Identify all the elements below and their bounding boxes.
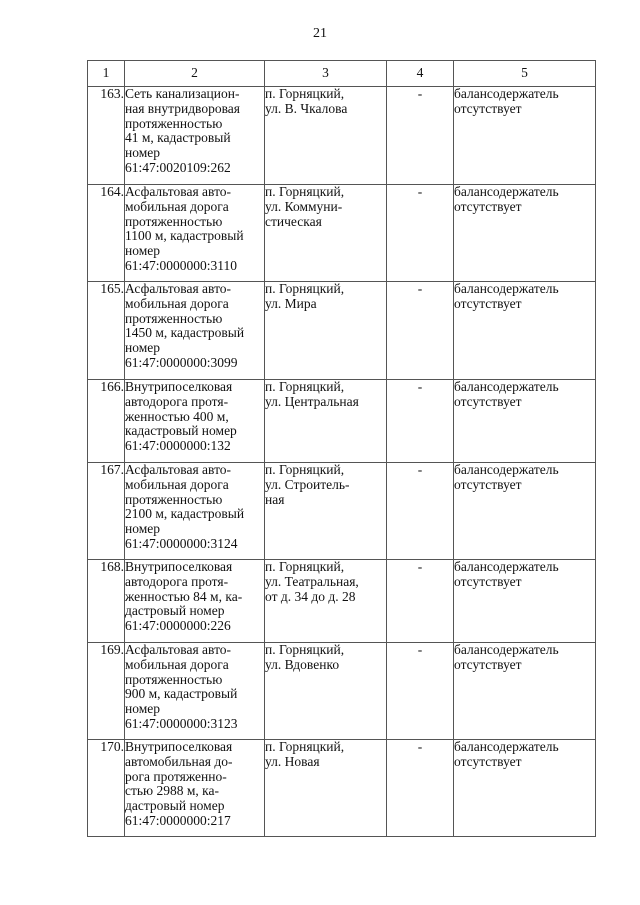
object-name-cell — [125, 643, 265, 740]
owner-line: балансодержатель — [454, 559, 559, 574]
table-row — [88, 185, 596, 282]
object-name-line: дастровый номер — [125, 603, 225, 619]
owner-line: балансодержатель — [454, 462, 559, 477]
owner-line: отсутствует — [454, 198, 522, 214]
row-number: 167. — [88, 463, 125, 560]
object-name-line: протяженностью — [125, 213, 223, 229]
address-line: п. Горняцкий, — [265, 642, 345, 657]
object-name-line: протяженностью — [125, 115, 223, 131]
address-line: от д. 34 до д. 28 — [265, 588, 356, 604]
address-line: ул. Центральная — [265, 393, 359, 409]
column-4-cell: - — [387, 643, 454, 740]
address-line: ул. Новая — [265, 753, 320, 769]
header-cell-4: 4 — [387, 61, 454, 87]
address-line: п. Горняцкий, — [265, 184, 345, 199]
object-name-line: автодорога протя- — [125, 393, 229, 409]
address-line: ул. Мира — [265, 295, 317, 311]
object-name-cell — [125, 282, 265, 380]
object-name-line: Асфальтовая авто- — [125, 184, 232, 199]
address-cell — [265, 282, 387, 380]
object-name-line: номер — [125, 243, 161, 259]
object-name-line: номер — [125, 521, 161, 537]
object-name-line: мобильная дорога — [125, 295, 229, 311]
header-cell-3: 3 — [265, 61, 387, 87]
address-line: ул. Театральная, — [265, 573, 359, 589]
object-name-line: 61:47:0000000:226 — [125, 618, 231, 634]
owner-line: отсутствует — [454, 476, 522, 492]
owner-line: отсутствует — [454, 656, 522, 672]
object-name-line: дастровый номер — [125, 798, 225, 814]
owner-line: отсутствует — [454, 100, 522, 116]
table-row — [88, 87, 596, 185]
owner-cell — [454, 740, 596, 837]
object-name-line: 61:47:0000000:132 — [125, 438, 231, 454]
table-row — [88, 463, 596, 560]
object-name-line: Внутрипоселковая — [125, 559, 233, 574]
address-line: ул. Коммуни- — [265, 198, 343, 214]
header-cell-5: 5 — [454, 61, 596, 87]
row-number: 166. — [88, 380, 125, 463]
owner-line: балансодержатель — [454, 281, 559, 296]
object-name-cell — [125, 560, 265, 643]
column-4-cell: - — [387, 185, 454, 282]
object-name-line: мобильная дорога — [125, 476, 229, 492]
owner-cell — [454, 380, 596, 463]
address-cell — [265, 463, 387, 560]
object-name-line: 1450 м, кадастровый — [125, 325, 245, 341]
object-name-line: автомобильная до- — [125, 753, 233, 769]
column-4-cell: - — [387, 87, 454, 185]
object-name-line: Асфальтовая авто- — [125, 462, 232, 477]
object-name-line: Асфальтовая авто- — [125, 642, 232, 657]
column-4-cell: - — [387, 282, 454, 380]
address-cell — [265, 643, 387, 740]
column-4-cell: - — [387, 560, 454, 643]
row-number: 165. — [88, 282, 125, 380]
header-cell-1: 1 — [88, 61, 125, 87]
address-line: ул. В. Чкалова — [265, 100, 348, 116]
owner-line: балансодержатель — [454, 739, 559, 754]
header-cell-2: 2 — [125, 61, 265, 87]
owner-line: балансодержатель — [454, 184, 559, 199]
table-row — [88, 380, 596, 463]
object-name-line: мобильная дорога — [125, 198, 229, 214]
object-name-line: 61:47:0020109:262 — [125, 159, 231, 175]
object-name-line: 61:47:0000000:3099 — [125, 354, 238, 370]
owner-cell — [454, 282, 596, 380]
object-name-cell — [125, 185, 265, 282]
address-cell — [265, 185, 387, 282]
row-number: 168. — [88, 560, 125, 643]
object-name-line: 900 м, кадастровый — [125, 686, 238, 702]
row-number: 163. — [88, 87, 125, 185]
owner-cell — [454, 560, 596, 643]
address-line: п. Горняцкий, — [265, 739, 345, 754]
owner-cell — [454, 185, 596, 282]
table-row — [88, 560, 596, 643]
page-number: 21 — [313, 26, 327, 41]
object-name-cell — [125, 87, 265, 185]
object-name-line: Сеть канализацион- — [125, 86, 240, 101]
object-name-line: ная внутридворовая — [125, 100, 240, 116]
owner-cell — [454, 463, 596, 560]
object-name-line: 61:47:0000000:3123 — [125, 715, 238, 731]
object-name-line: протяженностью — [125, 310, 223, 326]
object-name-cell — [125, 380, 265, 463]
table-body — [88, 87, 596, 837]
address-cell — [265, 740, 387, 837]
object-name-line: Внутрипоселковая — [125, 739, 233, 754]
object-name-line: кадастровый номер — [125, 423, 237, 439]
object-name-line: Внутрипоселковая — [125, 379, 233, 394]
owner-line: отсутствует — [454, 753, 522, 769]
column-4-cell: - — [387, 380, 454, 463]
owner-line: отсутствует — [454, 393, 522, 409]
object-name-line: стью 2988 м, ка- — [125, 783, 220, 799]
object-name-line: 1100 м, кадастровый — [125, 228, 244, 244]
object-name-line: женностью 84 м, ка- — [125, 588, 243, 604]
object-name-line: 61:47:0000000:3110 — [125, 257, 238, 273]
address-line: стическая — [265, 213, 322, 229]
owner-line: балансодержатель — [454, 379, 559, 394]
address-line: п. Горняцкий, — [265, 462, 345, 477]
table-row — [88, 282, 596, 380]
object-name-cell — [125, 740, 265, 837]
address-line: п. Горняцкий, — [265, 379, 345, 394]
object-name-line: женностью 400 м, — [125, 408, 229, 424]
owner-line: балансодержатель — [454, 86, 559, 101]
address-line: ул. Строитель- — [265, 476, 350, 492]
owner-line: отсутствует — [454, 295, 522, 311]
row-number: 170. — [88, 740, 125, 837]
address-cell — [265, 560, 387, 643]
address-cell — [265, 380, 387, 463]
object-name-cell — [125, 463, 265, 560]
column-4-cell: - — [387, 740, 454, 837]
column-4-cell: - — [387, 463, 454, 560]
object-name-line: протяженностью — [125, 491, 223, 507]
owner-cell — [454, 643, 596, 740]
address-line: ная — [265, 491, 285, 507]
address-line: ул. Вдовенко — [265, 656, 340, 672]
object-name-line: 41 м, кадастровый — [125, 130, 231, 146]
address-cell — [265, 87, 387, 185]
row-number: 164. — [88, 185, 125, 282]
registry-table — [87, 60, 596, 837]
owner-line: отсутствует — [454, 573, 522, 589]
object-name-line: рога протяженно- — [125, 768, 227, 784]
object-name-line: 61:47:0000000:217 — [125, 812, 231, 828]
table-row — [88, 740, 596, 837]
owner-cell — [454, 87, 596, 185]
header-row — [88, 61, 596, 87]
object-name-line: автодорога протя- — [125, 573, 229, 589]
object-name-line: протяженностью — [125, 671, 223, 687]
table-row — [88, 643, 596, 740]
object-name-line: Асфальтовая авто- — [125, 281, 232, 296]
address-line: п. Горняцкий, — [265, 86, 345, 101]
address-line: п. Горняцкий, — [265, 281, 345, 296]
owner-line: балансодержатель — [454, 642, 559, 657]
row-number: 169. — [88, 643, 125, 740]
object-name-line: номер — [125, 701, 161, 717]
address-line: п. Горняцкий, — [265, 559, 345, 574]
object-name-line: мобильная дорога — [125, 656, 229, 672]
object-name-line: номер — [125, 340, 161, 356]
object-name-line: 2100 м, кадастровый — [125, 506, 245, 522]
object-name-line: номер — [125, 145, 161, 161]
object-name-line: 61:47:0000000:3124 — [125, 535, 238, 551]
